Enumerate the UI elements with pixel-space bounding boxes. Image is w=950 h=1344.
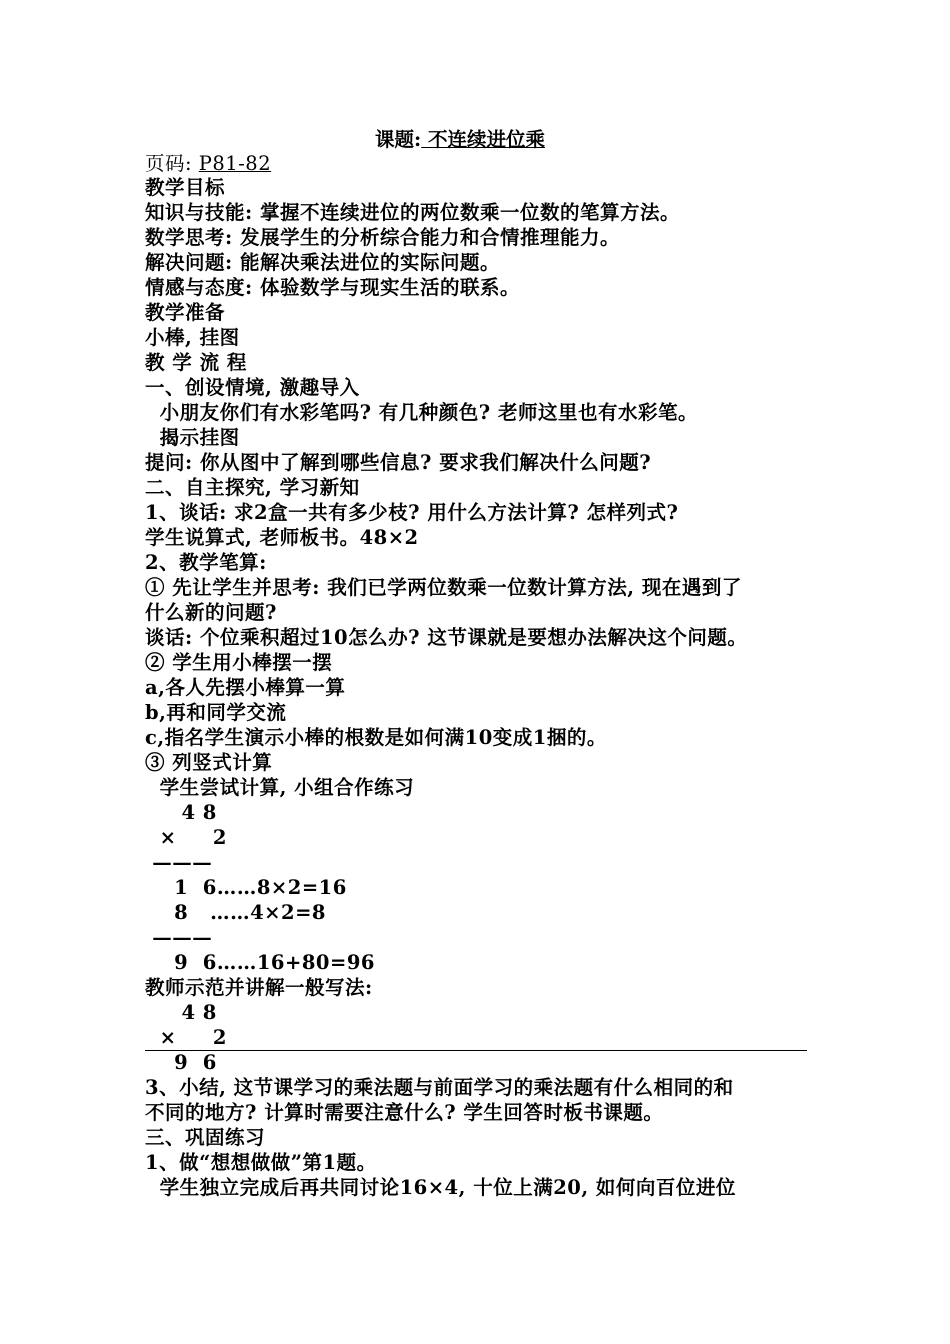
line: 教师示范并讲解一般写法: <box>145 976 373 999</box>
vertical-calc-line: × 2 <box>145 1026 227 1049</box>
lesson-title <box>375 124 545 152</box>
line: 小朋友你们有水彩笔吗? 有几种颜色? 老师这里也有水彩笔。 <box>145 401 699 424</box>
line: 三、巩固练习 <box>145 1126 266 1149</box>
line: 学生说算式, 老师板书。48×2 <box>145 526 419 549</box>
title-value: 不连续进位乘 <box>421 128 545 151</box>
vertical-calc-line: ——— <box>145 851 213 874</box>
line: 一、创设情境, 激趣导入 <box>145 376 360 399</box>
line: 2、教学笔算: <box>145 551 267 574</box>
line: 教学目标 <box>145 176 226 199</box>
vertical-calc-line: 9 6……16+80=96 <box>145 951 375 974</box>
line: 数学思考: 发展学生的分析综合能力和合情推理能力。 <box>145 226 620 249</box>
line: 教学准备 <box>145 301 226 324</box>
line: 1、谈话: 求2盒一共有多少枝? 用什么方法计算? 怎样列式? <box>145 501 679 524</box>
page-label: 页码: <box>145 152 193 175</box>
line: 3、小结, 这节课学习的乘法题与前面学习的乘法题有什么相同的和 <box>145 1076 734 1099</box>
page-reference <box>145 152 271 176</box>
line: 1、做“想想做做”第1题。 <box>145 1151 377 1174</box>
calc-rule <box>145 1050 807 1051</box>
vertical-calc-line: 4 8 <box>145 1001 217 1024</box>
line: 学生尝试计算, 小组合作练习 <box>145 776 415 799</box>
line: 情感与态度: 体验数学与现实生活的联系。 <box>145 276 520 299</box>
line: ③ 列竖式计算 <box>145 751 273 774</box>
line: 什么新的问题? <box>145 601 277 624</box>
vertical-calc-line: × 2 <box>145 826 227 849</box>
line: 学生独立完成后再共同讨论16×4, 十位上满20, 如何向百位进位 <box>145 1176 736 1199</box>
line: 小棒, 挂图 <box>145 326 240 349</box>
line: 教 学 流 程 <box>145 351 247 374</box>
line: c,指名学生演示小棒的根数是如何满10变成1捆的。 <box>145 726 607 749</box>
vertical-calc-line: 4 8 <box>145 801 217 824</box>
line: 揭示挂图 <box>145 426 240 449</box>
vertical-calc-line: ——— <box>145 926 213 949</box>
line: 谈话: 个位乘积超过10怎么办? 这节课就是要想办法解决这个问题。 <box>145 626 748 649</box>
vertical-calc-line: 1 6……8×2=16 <box>145 876 347 899</box>
line: a,各人先摆小棒算一算 <box>145 676 346 699</box>
line: 知识与技能: 掌握不连续进位的两位数乘一位数的笔算方法。 <box>145 201 680 224</box>
line: ② 学生用小棒摆一摆 <box>145 651 333 674</box>
vertical-calc-line: 8 ……4×2=8 <box>145 901 326 924</box>
line: 提问: 你从图中了解到哪些信息? 要求我们解决什么问题? <box>145 451 652 474</box>
line: ① 先让学生并思考: 我们已学两位数乘一位数计算方法, 现在遇到了 <box>145 576 742 599</box>
line: b,再和同学交流 <box>145 701 287 724</box>
title-label: 课题: <box>375 128 422 151</box>
line: 二、自主探究, 学习新知 <box>145 476 360 499</box>
line: 不同的地方? 计算时需要注意什么? 学生回答时板书课题。 <box>145 1101 664 1124</box>
line: 解决问题: 能解决乘法进位的实际问题。 <box>145 251 500 274</box>
page-value: P81-82 <box>198 152 272 175</box>
vertical-calc-line: 9 6 <box>145 1051 217 1074</box>
